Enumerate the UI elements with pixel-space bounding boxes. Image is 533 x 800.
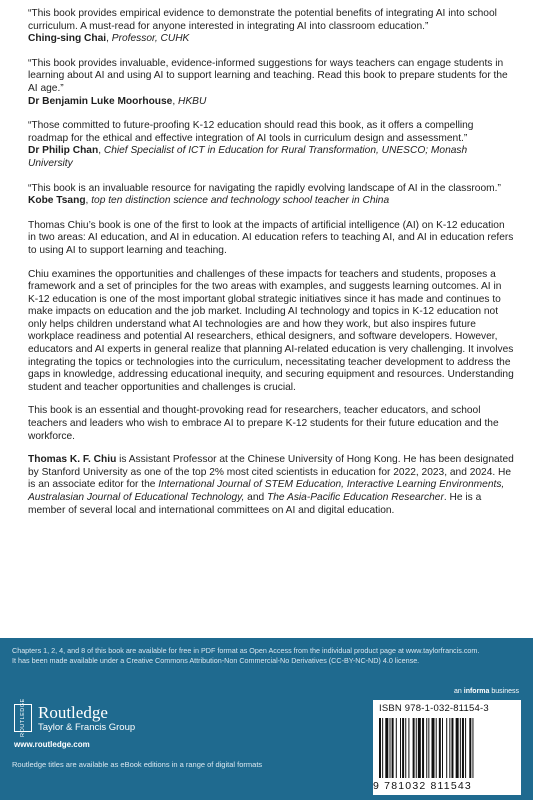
endorser-role: Chief Specialist of ICT in Education for Rural Transformation, UNESCO; Monash University — [28, 145, 468, 169]
endorser-name: Dr Benjamin Luke Moorhouse — [28, 95, 173, 107]
endorser-name: Kobe Tsang — [28, 195, 86, 207]
endorsement-text: “This book is an invaluable resource for navigating the rapidly evolving landscape of AI in the classroom.” — [28, 182, 501, 194]
barcode-bars — [379, 718, 515, 780]
endorsement-3: “Those committed to future-proofing K-12 education should read this book, as it offers a compelling roadmap for the ethical and effective integration of AI tools in curriculum design and assessment.” Dr Philip Chan, Chief Specialist of ICT in Education for Rural Transformation, UNESCO; Monash University — [28, 120, 514, 170]
publisher-website: www.routledge.com — [14, 740, 90, 749]
barcode-number: 9 781032 811543 — [373, 780, 472, 792]
publisher-footer — [0, 638, 533, 800]
description-paragraph-3: This book is an essential and thought-provoking read for researchers, teacher educators, and school teachers and leaders who wish to embrace AI to prepare K-12 students for their future education and the workforce. — [28, 405, 499, 442]
ebook-note: Routledge titles are available as eBook editions in a range of digital formats — [12, 760, 263, 769]
endorsement-2: “This book provides invaluable, evidence-informed suggestions for ways teachers can engage students in learning about AI and using AI to support learning and teaching. Read this book to prepare students for the AI age.” Dr Benjamin Luke Moorhouse, HKBU — [28, 58, 514, 108]
description-paragraph-1: Thomas Chiu’s book is one of the first to look at the impacts of artificial intelligence (AI) on K-12 education in two areas: AI education, and AI in education. AI education refers to teaching AI, and AI in education refers to using AI to support learning and teaching. — [28, 219, 514, 256]
endorsement-1: “This book provides empirical evidence to demonstrate the potential benefits of integrating AI into school curriculum. A must-read for anyone interested in integrating AI into classroom education.” Ching-sing Chai, Professor, CUHK — [28, 8, 514, 46]
endorser-name: Dr Philip Chan — [28, 145, 99, 157]
author-bio: Thomas K. F. Chiu is Assistant Professor at the Chinese University of Hong Kong. He has been designated by Stanford University as one of the top 2% most cited scientists in education for 2022, 2023, and 2024. He is an associate editor for the International Journal of STEM Education, Interactive Learning Environments, Australasian Journal of Educational Technology, and The Asia-Pacific Education Researcher. He is a member of several local and international committees on AI and digital education. — [28, 454, 514, 516]
endorsement-text: “This book provides empirical evidence to demonstrate the potential benefits of integrating AI into school curriculum. A must-read for anyone interested in integrating AI into classroom education.” — [28, 8, 497, 32]
open-access-note: Chapters 1, 2, 4, and 8 of this book are available for free in PDF format as Open Access from the individual product page at www.taylorfrancis.com. It has been made available under a Creative Commons Attribution-Non Commercial-No Derivatives (CC-BY-NC-ND) 4.0 license. — [12, 646, 480, 665]
author-name: Thomas K. F. Chiu — [28, 454, 117, 466]
informa-business-tag: an informa business — [454, 688, 519, 695]
endorsement-4: “This book is an invaluable resource for navigating the rapidly evolving landscape of AI in the classroom.” Kobe Tsang, top ten distinction science and technology school teacher in China — [28, 183, 514, 208]
routledge-logo-icon: ROUTLEDGE — [14, 704, 32, 732]
isbn-label: ISBN 978-1-032-81154-3 — [379, 703, 489, 714]
endorser-role: top ten distinction science and technology school teacher in China — [91, 195, 390, 207]
description-paragraph-2: Chiu examines the opportunities and challenges of these impacts for teachers and students, proposes a framework and a set of principles for the two areas with examples, and suggests learning outcomes. AI in K-12 education is one of the most important global strategic initiatives since it has made and continues to make impacts on education and the job market. Including AI technology and topics in K-12 education not only helps children understand what AI technologies are and how they work, but also inspires future workplace readiness and potential AI researchers, ethical designers, and software developers. However, educators and AI experts in general realize that planning AI-related education is very challenging. It involves integrating the topics or technologies into the curriculum, necessitating teacher development to address the gaps in knowledge, addressing educational inequity, and securing equipment and resources. Understanding student and teacher opportunities and challenges is crucial. — [28, 268, 514, 393]
publisher-name: Routledge — [38, 703, 108, 722]
endorser-name: Ching-sing Chai — [28, 33, 107, 45]
publisher-group: Taylor & Francis Group — [38, 722, 136, 733]
endorser-role: Professor, CUHK — [111, 33, 190, 45]
endorsement-text: “This book provides invaluable, evidence-informed suggestions for ways teachers can engage students in learning about AI and using AI to support learning and teaching. Read this book to prepare students for the AI age.” — [28, 57, 508, 94]
endorsement-text: “Those committed to future-proofing K-12 education should read this book, as it offers a compelling roadmap for the ethical and effective integration of AI tools in curriculum design and assessment.” — [28, 120, 474, 144]
back-cover-text — [28, 8, 514, 528]
routledge-logo — [14, 698, 136, 738]
isbn-barcode — [373, 700, 521, 795]
endorser-role: HKBU — [178, 95, 207, 107]
